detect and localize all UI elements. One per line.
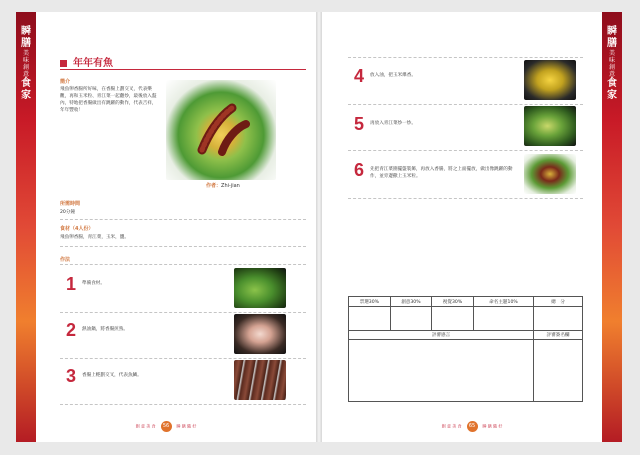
score-header: 總 分 <box>534 297 583 307</box>
step-text: 準備食材。 <box>82 281 105 286</box>
score-header: 視覺30% <box>432 297 474 307</box>
divider <box>60 264 306 265</box>
sausage-illustration <box>166 80 276 180</box>
strip-logo-text: 瞬 膳 美 味 創 意 食 家 <box>607 26 617 101</box>
step-number: 5 <box>354 114 365 134</box>
divider <box>348 198 583 199</box>
divider <box>60 358 306 359</box>
step-2-photo <box>234 314 286 354</box>
score-cell[interactable] <box>473 307 533 331</box>
score-header: 創意30% <box>390 297 432 307</box>
page-number: 65 <box>467 421 478 432</box>
score-cell[interactable] <box>390 307 432 331</box>
time-value: 20分鐘 <box>60 210 76 215</box>
step-number: 6 <box>354 160 365 180</box>
method-heading: 作法 <box>60 257 71 263</box>
page-footer: 創 意 美 食 56 瞬 膳 隨 好 <box>16 421 316 432</box>
step-number: 4 <box>354 66 365 86</box>
signature-box[interactable] <box>534 340 583 402</box>
divider <box>60 219 306 220</box>
step-4-photo <box>524 60 576 100</box>
comment-label: 評審感言 <box>349 331 534 340</box>
step-text: 再放入青江菜炒一炒。 <box>370 121 416 126</box>
step-text: 先把青江菜圍擺盤裝飾，再放入香腸，將之上面擺放，做出像跳躍的動作，並旁邊撒上玉米粒。 <box>370 167 513 179</box>
intro-text: 飛魚卵香腸所好味，在香腸上劃交叉，代表樂觀，再和玉米粒、青江菜一起翻炒，最後放入盤內，特地把香腸做出有跳躍的動作，代表吉祥，年年豐收！ <box>60 87 157 113</box>
score-cell[interactable] <box>349 307 391 331</box>
divider <box>348 150 583 151</box>
strip-logo-text: 瞬 膳 美 味 創 意 食 家 <box>21 26 31 101</box>
dish-photo <box>166 80 276 180</box>
step-1-photo <box>234 268 286 308</box>
step-number: 2 <box>66 320 77 340</box>
left-page <box>16 12 316 442</box>
score-header: 票選30% <box>349 297 391 307</box>
step-3-photo <box>234 360 286 400</box>
score-header: 命名主題10% <box>473 297 533 307</box>
divider <box>60 246 306 247</box>
ingredients-heading: 食材（4人份） <box>60 226 94 232</box>
step-5-photo <box>524 106 576 146</box>
step-item <box>354 158 524 188</box>
page-footer: 創 意 美 食 65 瞬 膳 隨 好 <box>322 421 622 432</box>
step-text: 香腸上輕劃交叉，代表魚鱗。 <box>82 373 142 378</box>
score-table <box>348 296 583 402</box>
step-text: 放入油，把玉米爆香。 <box>370 73 416 78</box>
intro-heading: 簡介 <box>60 79 71 85</box>
right-page <box>322 12 622 442</box>
recipe-title: 年年有魚 <box>60 54 113 69</box>
divider <box>60 312 306 313</box>
comment-box[interactable] <box>349 340 534 402</box>
step-text: 熱油鍋，將香腸煎熟。 <box>82 327 128 332</box>
signature-label: 評審簽名欄 <box>534 331 583 340</box>
divider <box>348 57 583 58</box>
decorative-side-strip <box>16 12 36 442</box>
decorative-side-strip <box>602 12 622 442</box>
step-number: 1 <box>66 274 77 294</box>
step-6-photo <box>524 154 576 194</box>
step-number: 3 <box>66 366 77 386</box>
photo-caption: 作者：Zhi-jian <box>206 183 240 189</box>
title-divider <box>60 69 306 70</box>
page-number: 56 <box>161 421 172 432</box>
ingredients-text: 飛魚卵香腸，青江菜，玉米，鹽。 <box>60 235 129 240</box>
score-cell[interactable] <box>432 307 474 331</box>
time-heading: 所需時間 <box>60 201 81 207</box>
title-square-icon <box>60 60 67 67</box>
score-cell[interactable] <box>534 307 583 331</box>
divider <box>60 404 306 405</box>
divider <box>348 104 583 105</box>
